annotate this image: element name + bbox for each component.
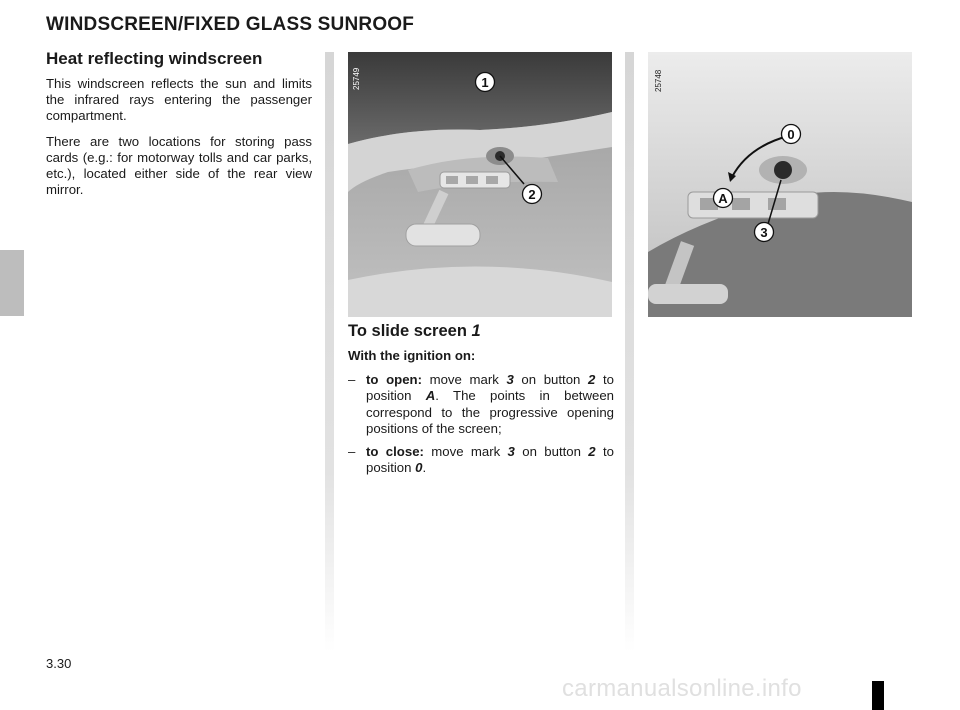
figure-code: 25748 (654, 69, 663, 92)
item-text: move mark (421, 372, 507, 388)
item-text: on button (513, 372, 589, 388)
item-label: to close: (366, 444, 424, 460)
page-end-marker (872, 681, 884, 710)
item-ref: A (425, 388, 436, 404)
item-text: to position (366, 444, 614, 476)
list-item (348, 372, 614, 437)
item-ref: 2 (588, 372, 596, 388)
list-dash: – (348, 444, 356, 460)
figure-sunroof-button-illustration (648, 52, 912, 317)
slide-heading (348, 320, 614, 342)
column-divider (325, 52, 334, 652)
item-ref: 2 (588, 444, 596, 460)
slide-intro: With the ignition on: (348, 348, 476, 363)
callout-A: A (718, 191, 728, 206)
figure-sunroof-button (648, 52, 912, 317)
list-dash: – (348, 372, 356, 388)
section-paragraph: This windscreen reflects the sun and limits the infrared rays entering the passenger compartment. (46, 76, 312, 124)
item-text: to position (366, 372, 614, 404)
callout-2: 2 (528, 187, 536, 202)
column-divider (625, 52, 634, 652)
item-text: move mark (423, 444, 508, 460)
watermark: carmanualsonline.info (562, 675, 802, 702)
callout-3: 3 (760, 225, 768, 240)
section-heading: Heat reflecting windscreen (46, 49, 263, 68)
list-item (348, 444, 614, 476)
slide-heading-text: To slide screen (348, 322, 472, 340)
figure-rearview-mirror-illustration (348, 52, 612, 317)
page-title: WINDSCREEN/FIXED GLASS SUNROOF (46, 14, 415, 35)
callout-0: 0 (787, 127, 795, 142)
figure-rearview-mirror (348, 52, 612, 317)
item-text: . (422, 460, 427, 476)
item-text: on button (514, 444, 589, 460)
heat-reflecting-section (46, 48, 312, 207)
item-ref: 3 (507, 444, 515, 460)
item-label: to open: (366, 372, 422, 388)
section-paragraph: There are two locations for storing pass cards (e.g.: for motorway tolls and car parks, etc.), located either side of the rear view mirror. (46, 133, 312, 198)
callout-1: 1 (481, 75, 489, 90)
figure-code: 25749 (352, 67, 361, 90)
page-number: 3.30 (46, 656, 72, 671)
item-ref: 3 (506, 372, 514, 388)
slide-heading-ref: 1 (471, 322, 481, 340)
item-text: . The points in between correspond to the progressive opening positions of the screen; (366, 388, 614, 436)
chapter-tab (0, 250, 24, 316)
slide-screen-section (348, 320, 614, 483)
item-ref: 0 (415, 460, 423, 476)
